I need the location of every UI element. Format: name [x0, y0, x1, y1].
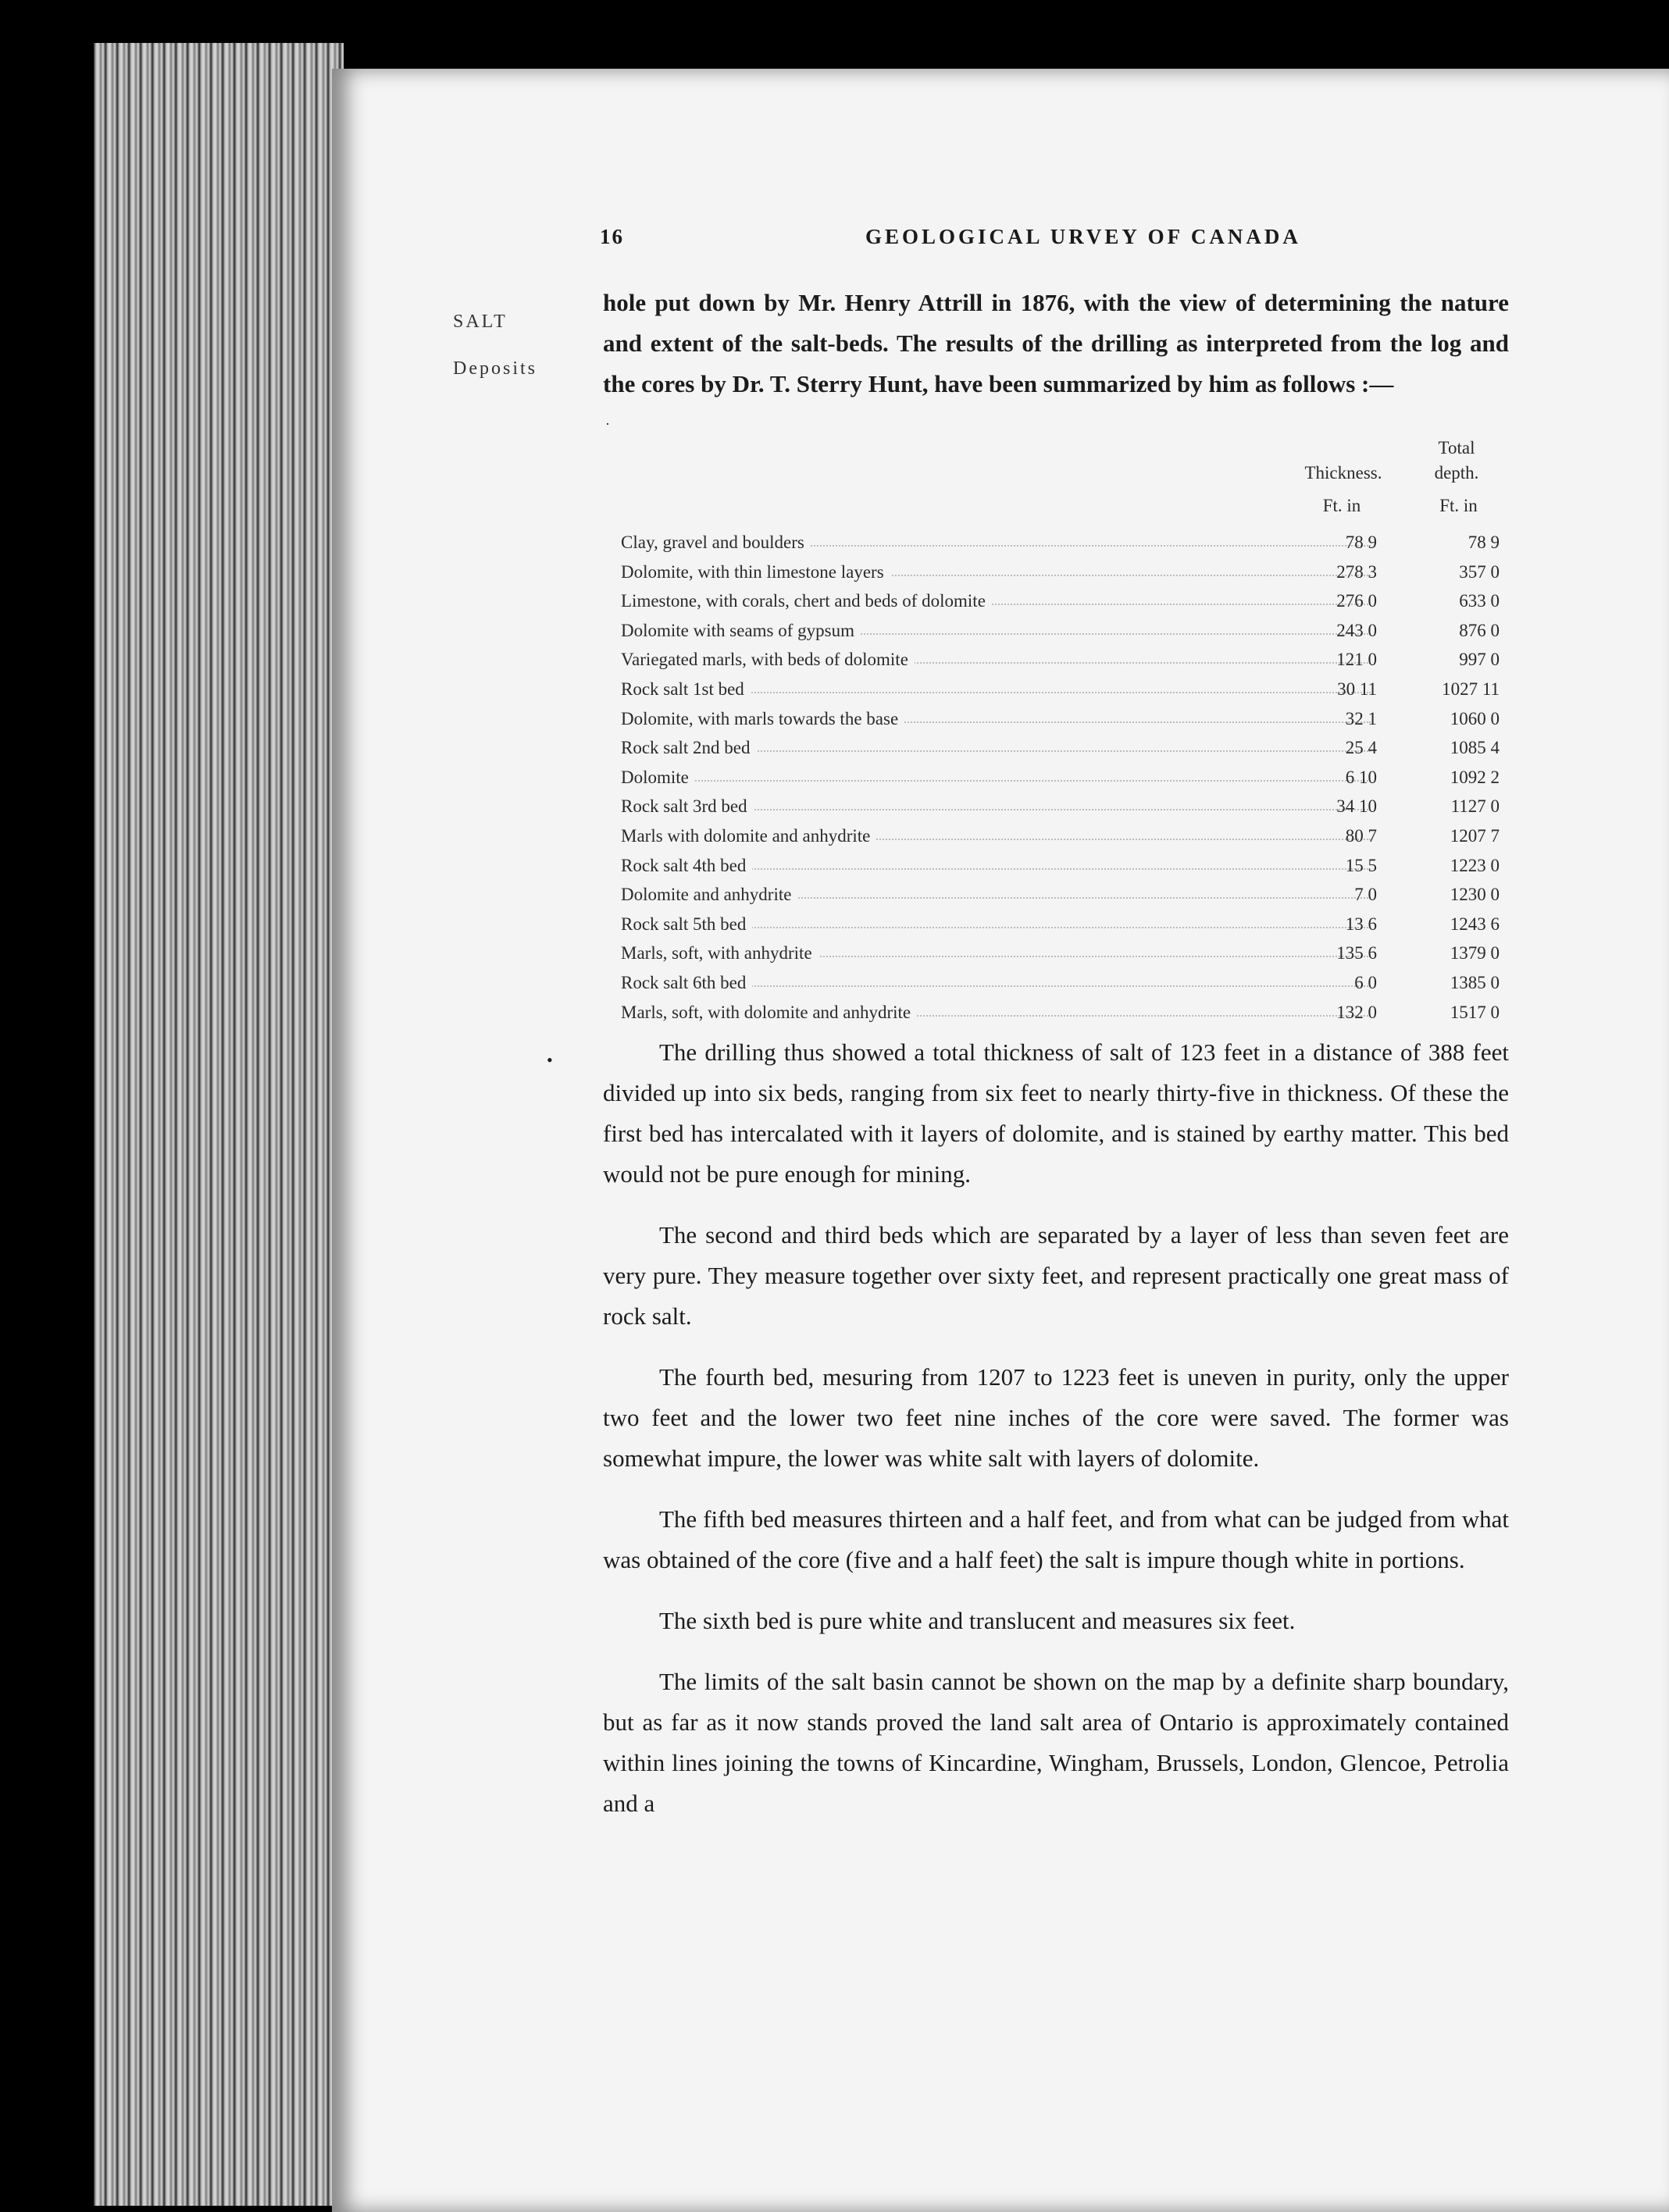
stratum-description [621, 763, 695, 793]
thickness-value: 243 0 [1336, 620, 1377, 640]
thickness-value: 6 0 [1354, 972, 1377, 992]
stratum-description [621, 939, 818, 968]
stratum-description [621, 851, 752, 881]
table-row [621, 586, 1511, 616]
page-number: 16 [600, 225, 624, 248]
thickness-value: 80 7 [1345, 825, 1377, 846]
depth-value: 1517 0 [1450, 1002, 1500, 1022]
depth-value: 876 0 [1459, 620, 1500, 640]
table-row [621, 910, 1511, 939]
depth-value: 78 9 [1468, 533, 1500, 552]
depth-value: 357 0 [1459, 561, 1500, 582]
page-header [600, 225, 1506, 259]
stratum-description-text: Rock salt 3rd bed [621, 796, 754, 816]
depth-value: 1223 0 [1450, 855, 1500, 875]
stratum-description-text: Dolomite with seams of gypsum [621, 621, 861, 640]
stratum-description-text: Marls with dolomite and anhydrite [621, 826, 876, 846]
thickness-value: 135 6 [1336, 943, 1377, 964]
stratum-description-text: Dolomite and anhydrite [621, 885, 797, 904]
table-row [621, 851, 1511, 881]
stratum-description [621, 998, 917, 1028]
paragraph: The limits of the salt basin cannot be shown on the map by a definite sharp boundary, but as far as it now stands proved the land salt area of Ontario is approximately contained within lines joining the towns of Kincardine, Wingham, Brussels, London, Glencoe, Petrolia and a [603, 1668, 1509, 1817]
margin-note-line: SALT [453, 312, 508, 332]
intro-paragraph: hole put down by Mr. Henry Attrill in 1876, with the view of determining the nature and extent of the salt-beds. The results of the drilling as interpreted from the log and the cores by Dr. T. Sterry Hunt, have been summarized by him as follows :— [603, 289, 1509, 397]
depth-value: 1379 0 [1450, 943, 1500, 964]
table-row [621, 880, 1511, 910]
stratum-description-text: Rock salt 1st bed [621, 679, 751, 699]
paragraph: The sixth bed is pure white and translucent and measures six feet. [659, 1607, 1296, 1634]
stratum-description [621, 704, 904, 734]
paragraph: The fourth bed, mesuring from 1207 to 1223 feet is uneven in purity, only the upper two feet and the lower two feet nine inches of the core were saved. The former was somewhat impure, the lower was white salt with layers of dolomite. [603, 1363, 1509, 1472]
depth-value: 1060 0 [1450, 708, 1500, 728]
depth-units: Ft. in [1439, 496, 1478, 515]
table-row [621, 763, 1511, 793]
depth-value: 997 0 [1459, 650, 1500, 670]
table-row [621, 939, 1511, 968]
running-title: GEOLOGICAL URVEY OF CANADA [865, 225, 1301, 248]
stratum-description [621, 557, 890, 587]
stratum-description [621, 792, 754, 821]
stratum-description [621, 880, 797, 910]
thickness-value: 32 1 [1345, 708, 1377, 728]
stratum-description-text: Rock salt 4th bed [621, 856, 752, 875]
stratum-description [621, 645, 915, 675]
stratum-description-text: Rock salt 2nd bed [621, 738, 756, 757]
stratum-description [621, 968, 752, 998]
depth-value: 1127 0 [1450, 796, 1500, 817]
stratum-description [621, 586, 992, 616]
depth-value: 1243 6 [1450, 914, 1500, 934]
thickness-value: 121 0 [1336, 650, 1377, 670]
thickness-value: 132 0 [1336, 1002, 1377, 1022]
table-row [621, 821, 1511, 851]
leader-dots [621, 780, 1371, 782]
stratum-description-text: Variegated marls, with beds of dolomite [621, 650, 915, 669]
stratum-description-text: Rock salt 6th bed [621, 973, 752, 992]
table-row [621, 528, 1511, 557]
depth-value: 1230 0 [1450, 885, 1500, 905]
paragraph: The second and third beds which are separated by a layer of less than seven feet are very pure. They measure together over sixty feet, and represent practically one great mass of rock salt. [603, 1221, 1509, 1330]
table-row [621, 968, 1511, 998]
margin-note-line: Deposits [453, 358, 537, 379]
table-row [621, 733, 1511, 763]
table-row [621, 998, 1511, 1028]
paragraph: The fifth bed measures thirteen and a half feet, and from what can be judged from what was obtained of the core (five and a half feet) the salt is impure though white in portions. [603, 1505, 1509, 1573]
thickness-value: 25 4 [1345, 738, 1377, 758]
body-text [603, 1032, 1509, 1844]
stratum-description-text: Dolomite, with marls towards the base [621, 709, 904, 728]
stratum-description-text: Clay, gravel and boulders [621, 533, 811, 552]
stratum-description-text: Dolomite, with thin limestone layers [621, 562, 890, 582]
stratum-description-text: Dolomite [621, 768, 695, 787]
stratum-description [621, 675, 751, 704]
depth-value: 1027 11 [1442, 679, 1500, 699]
stratum-description-text: Rock salt 5th bed [621, 914, 752, 934]
thickness-value: 13 6 [1345, 914, 1377, 934]
table-row [621, 616, 1511, 646]
stratum-description [621, 733, 756, 763]
background-dark [0, 0, 102, 2211]
thickness-header: Thickness. [1304, 463, 1382, 483]
table-row [621, 792, 1511, 821]
margin-note [445, 298, 570, 392]
book-page-edges [94, 43, 344, 2206]
depth-value: 1207 7 [1450, 825, 1500, 846]
table-row [621, 645, 1511, 675]
thickness-value: 30 11 [1337, 679, 1377, 699]
table-row [621, 704, 1511, 734]
thickness-value: 276 0 [1336, 591, 1377, 611]
thickness-units: Ft. in [1322, 496, 1361, 515]
total-header-line2: depth. [1434, 463, 1479, 483]
stratum-description-text: Limestone, with corals, chert and beds of dolomite [621, 591, 992, 611]
stratum-description-text: Marls, soft, with dolomite and anhydrite [621, 1003, 917, 1022]
thickness-value: 6 10 [1345, 767, 1377, 787]
stratum-description [621, 528, 811, 557]
thickness-value: 15 5 [1345, 855, 1377, 875]
depth-value: 1085 4 [1450, 738, 1500, 758]
stray-mark: · [605, 416, 610, 432]
total-header-line1: Total [1438, 438, 1475, 458]
paragraph: The drilling thus showed a total thickness of salt of 123 feet in a distance of 388 feet divided up into six beds, ranging from six feet to nearly thirty-five in thickness. Of these the first bed has intercalated with it layers of dolomite, and is stained by earthy matter. This bed would not be pure enough for mining. [603, 1038, 1509, 1188]
stratum-description [621, 616, 861, 646]
thickness-value: 34 10 [1336, 796, 1377, 817]
thickness-value: 7 0 [1354, 885, 1377, 905]
margin-bullet: • [547, 1050, 553, 1070]
table-rows [621, 528, 1511, 1027]
table-row [621, 557, 1511, 587]
stratum-description [621, 821, 876, 851]
depth-value: 1385 0 [1450, 972, 1500, 992]
stratum-description [621, 910, 752, 939]
table-row [621, 675, 1511, 704]
depth-value: 633 0 [1459, 591, 1500, 611]
thickness-value: 78 9 [1345, 533, 1377, 552]
thickness-value: 278 3 [1336, 561, 1377, 582]
depth-value: 1092 2 [1450, 767, 1500, 787]
stratum-description-text: Marls, soft, with anhydrite [621, 943, 818, 963]
